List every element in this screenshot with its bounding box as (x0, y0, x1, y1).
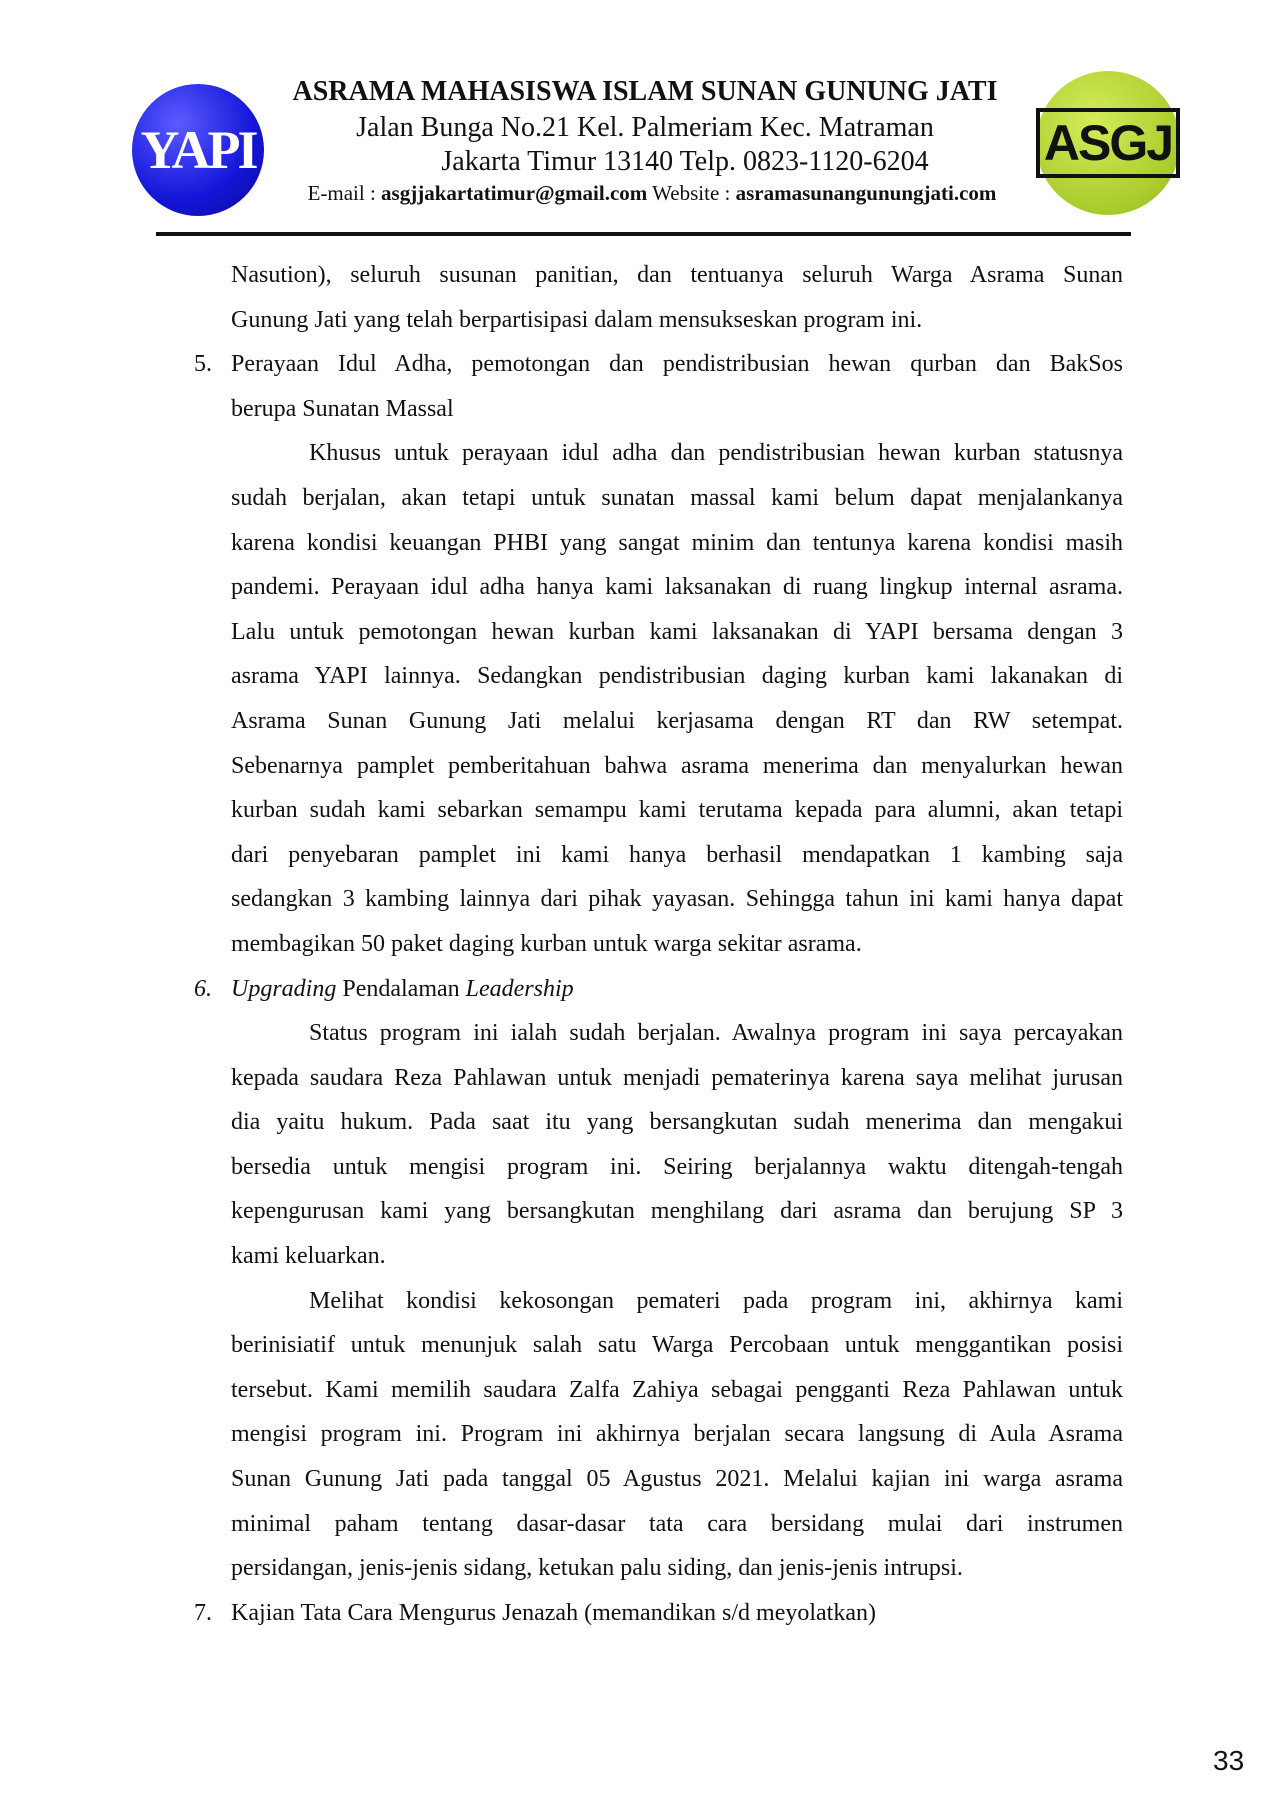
line-text: tersebut. Kami memilih saudara Zalfa Zahiya sebagai pengganti Reza Pahlawan untuk (231, 1376, 1123, 1403)
line-text: bersedia untuk mengisi program ini. Seiring berjalannya waktu ditengah-tengah (231, 1153, 1123, 1180)
text-line (231, 476, 1123, 521)
line-text: Sunan Gunung Jati pada tanggal 05 Agustus 2021. Melalui kajian ini warga asrama (231, 1466, 1123, 1493)
text-line (231, 610, 1123, 655)
letterhead-address-2: Jakarta Timur 13140 Telp. 0823-1120-6204 (441, 146, 929, 177)
line-text: Kajian Tata Cara Mengurus Jenazah (memandikan s/d meyolatkan) (231, 1599, 876, 1626)
line-text: Melihat kondisi kekosongan pemateri pada program ini, akhirnya kami (309, 1287, 1123, 1314)
list-marker: 7. (194, 1599, 212, 1626)
text-line (231, 1412, 1123, 1457)
text-line (231, 1457, 1123, 1502)
asgj-logo-text: ASGJ (1036, 108, 1180, 178)
letterhead-title: ASRAMA MAHASISWA ISLAM SUNAN GUNUNG JATI (292, 76, 998, 107)
text-line (231, 1546, 1123, 1591)
text-line (231, 1056, 1123, 1101)
text-line (231, 1011, 1123, 1056)
asgj-logo (1036, 71, 1180, 215)
text-line (231, 654, 1123, 699)
line-text: Perayaan Idul Adha, pemotongan dan pendistribusian hewan qurban dan BakSos (231, 351, 1123, 378)
line-text: kurban sudah kami sebarkan semampu kami terutama kepada para alumni, akan tetapi (231, 797, 1123, 824)
text-line (231, 1145, 1123, 1190)
text-line (231, 1279, 1123, 1324)
line-text: membagikan 50 paket daging kurban untuk warga sekitar asrama. (231, 930, 862, 957)
text-line (231, 1368, 1123, 1413)
line-text: Status program ini ialah sudah berjalan. Awalnya program ini saya percayakan (309, 1020, 1123, 1047)
line-text: dari penyebaran pamplet ini kami hanya berhasil mendapatkan 1 kambing saja (231, 841, 1123, 868)
text-line (194, 1591, 1123, 1636)
text-line (231, 1323, 1123, 1368)
text-line (231, 744, 1123, 789)
line-text: Lalu untuk pemotongan hewan kurban kami laksanakan di YAPI bersama dengan 3 (231, 618, 1123, 645)
line-text: sedangkan 3 kambing lainnya dari pihak yayasan. Sehingga tahun ini kami hanya dapat (231, 886, 1123, 913)
line-text: persidangan, jenis-jenis sidang, ketukan palu siding, dan jenis-jenis intrupsi. (231, 1555, 963, 1582)
text-line (194, 967, 1123, 1012)
line-text: berupa Sunatan Massal (231, 395, 454, 422)
line-text: Asrama Sunan Gunung Jati melalui kerjasama dengan RT dan RW setempat. (231, 707, 1123, 734)
line-text: Nasution), seluruh susunan panitian, dan tentuanya seluruh Warga Asrama Sunan (231, 262, 1123, 288)
line-text: asrama YAPI lainnya. Sedangkan pendistribusian daging kurban kami lakanakan di (231, 663, 1123, 690)
text-line (194, 342, 1123, 387)
letterhead-address-1: Jalan Bunga No.21 Kel. Palmeriam Kec. Matraman (356, 112, 934, 143)
line-text: Sebenarnya pamplet pemberitahuan bahwa asrama menerima dan menyalurkan hewan (231, 752, 1123, 779)
yapi-logo (132, 84, 264, 216)
line-text: Gunung Jati yang telah berpartisipasi dalam mensukseskan program ini. (231, 306, 923, 333)
page-number: 33 (1213, 1745, 1245, 1776)
website-address: asramasunangunungjati.com (735, 181, 997, 205)
line-text (231, 967, 1123, 1012)
list-marker: 6. (194, 975, 212, 1002)
italic-term: Leadership (465, 975, 574, 1002)
yapi-logo-text: YAPI (140, 120, 256, 180)
text-line (231, 833, 1123, 878)
text-segment: Pendalaman (336, 975, 466, 1002)
website-label: Website : (647, 181, 736, 205)
text-line (231, 922, 1123, 967)
italic-term: Upgrading (231, 975, 337, 1002)
text-line (231, 1502, 1123, 1547)
document-body (194, 253, 1123, 1635)
line-text: minimal paham tentang dasar-dasar tata cara bersidang mulai dari instrumen (231, 1510, 1123, 1537)
line-text: Khusus untuk perayaan idul adha dan pendistribusian hewan kurban statusnya (309, 440, 1123, 467)
text-line (231, 253, 1123, 298)
line-text: sudah berjalan, akan tetapi untuk sunatan massal kami belum dapat menjalankanya (231, 484, 1123, 511)
line-text: berinisiatif untuk menunjuk salah satu Warga Percobaan untuk menggantikan posisi (231, 1332, 1123, 1359)
text-line (231, 565, 1123, 610)
text-line (231, 521, 1123, 566)
text-line (231, 1189, 1123, 1234)
text-line (231, 387, 1123, 432)
text-line (231, 788, 1123, 833)
line-text: kepengurusan kami yang bersangkutan menghilang dari asrama dan berujung SP 3 (231, 1198, 1123, 1225)
email-address: asgjjakartatimur@gmail.com (381, 181, 648, 205)
text-line (231, 877, 1123, 922)
line-text: pandemi. Perayaan idul adha hanya kami laksanakan di ruang lingkup internal asrama. (231, 574, 1123, 601)
line-text: mengisi program ini. Program ini akhirnya berjalan secara langsung di Aula Asrama (231, 1421, 1123, 1448)
text-line (231, 699, 1123, 744)
text-line (231, 1100, 1123, 1145)
line-text: karena kondisi keuangan PHBI yang sangat minim dan tentunya karena kondisi masih (231, 529, 1123, 556)
list-marker: 5. (194, 351, 212, 378)
email-label: E-mail : (307, 181, 382, 205)
text-line (231, 1234, 1123, 1279)
line-text: kami keluarkan. (231, 1243, 386, 1270)
line-text: dia yaitu hukum. Pada saat itu yang bersangkutan sudah menerima dan mengakui (231, 1109, 1123, 1136)
letterhead-divider (156, 232, 1131, 236)
text-line (231, 431, 1123, 476)
text-line (231, 298, 1123, 343)
line-text: kepada saudara Reza Pahlawan untuk menjadi pematerinya karena saya melihat jurusan (231, 1064, 1123, 1091)
letterhead-contact (262, 181, 1042, 206)
